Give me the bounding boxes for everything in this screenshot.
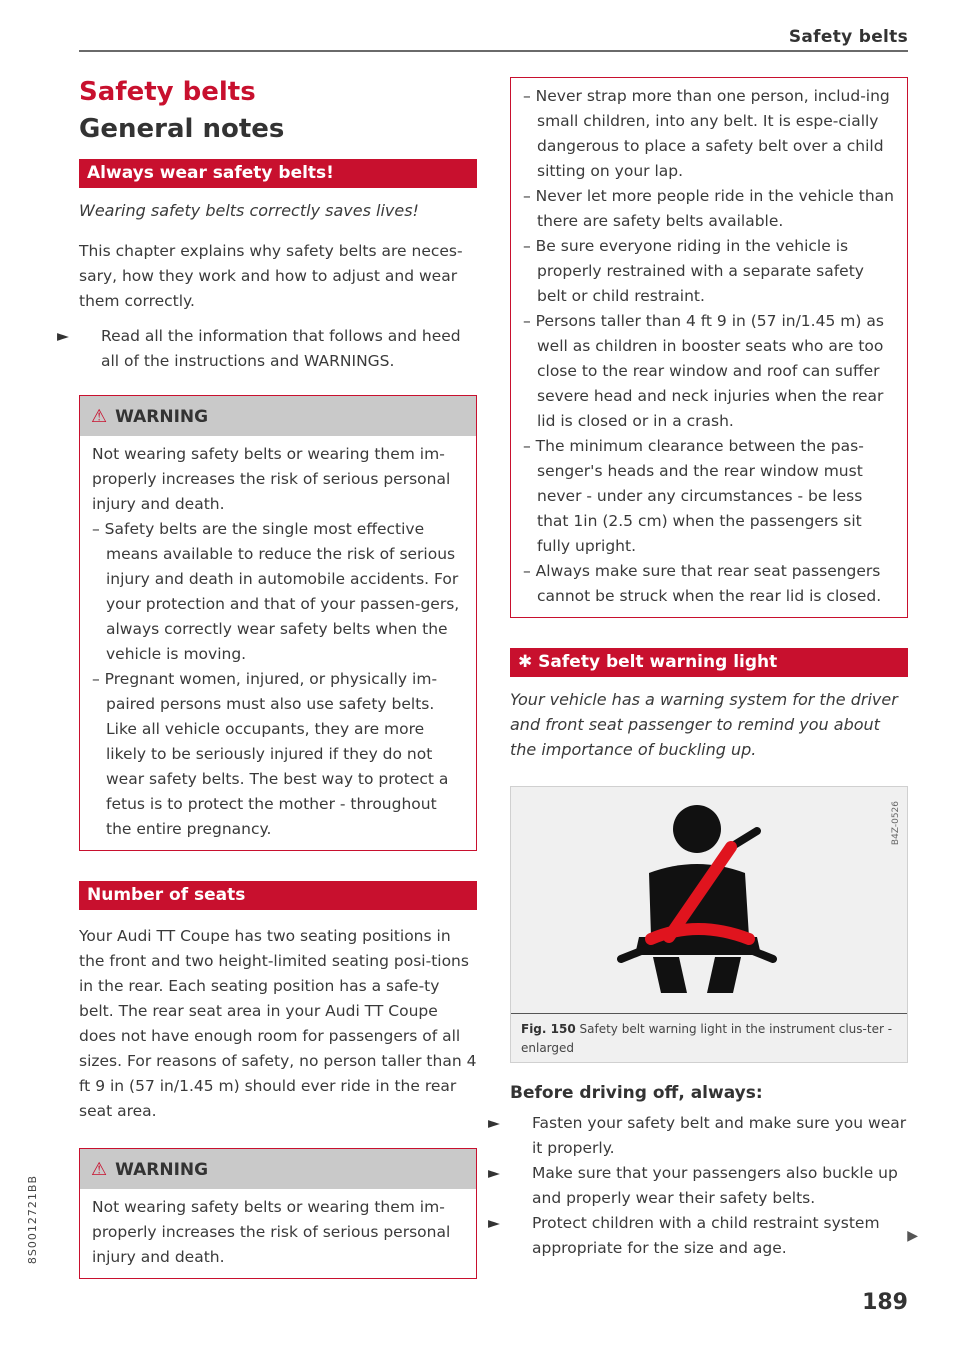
lead-text: Your vehicle has a warning system for the driver and front seat passenger to remind you about the importance of buckling up. — [510, 690, 898, 759]
chapter-title: Safety belts — [79, 77, 256, 107]
read-bullet-text: Read all the information that follows and heed all of the instructions and WARNINGS. — [101, 327, 461, 370]
figure-label: Fig. 150 — [521, 1022, 576, 1036]
warning-item: – Never strap more than one person, includ-ing small children, into any belt. It is espe-cially dangerous to place a safety belt over a child sitting on your lap. — [523, 87, 890, 180]
warning-item: – Always make sure that rear seat passengers cannot be struck when the rear lid is closed. — [523, 562, 882, 605]
bullet-text: Make sure that your passengers also buckle up and properly wear their safety belts. — [532, 1164, 898, 1207]
continue-arrow-icon: ▶ — [907, 1228, 918, 1244]
subheading: Before driving off, always: — [510, 1083, 763, 1103]
topic-bar-warning-light-label: Safety belt warning light — [538, 652, 778, 672]
page-number: 189 — [862, 1290, 908, 1315]
warning-body — [80, 436, 476, 850]
warning-box-2 — [79, 1148, 477, 1279]
read-bullet — [57, 324, 477, 374]
warning-item: – The minimum clearance between the pas-senger's heads and the rear window must never - under any circumstances - be less that 1in (2.5 cm) when the passengers sit fully upright. — [523, 437, 864, 555]
topic-bar-always-wear: Always wear safety belts! — [79, 159, 477, 188]
triangle-bullet-icon: ► — [57, 327, 69, 345]
warning-intro: Not wearing safety belts or wearing them im-properly increases the risk of serious personal injury and death. — [92, 445, 451, 513]
seatbelt-icon — [511, 787, 909, 1013]
running-header-title: Safety belts — [788, 27, 908, 47]
seats-paragraph: Your Audi TT Coupe has two seating positions in the front and two height-limited seating posi-tions in the rear. Each seating position has a safe-ty belt. The rear seat area in your Audi TT Coupe does not have enough room for passengers of all sizes. For reasons of safety, no person taller than 4 ft 9 in (57 in/1.45 m) should ever ride in the rear seat area. — [79, 927, 477, 1120]
warning-item: – Pregnant women, injured, or physically im-paired persons must also use safety belts. Like all vehicle occupants, they are more likely to be seriously injured if they do not wear safety belts. The best way to protect a fetus is to protect the mother - throughout the entire pregnancy. — [92, 670, 449, 838]
figure-150 — [510, 786, 908, 1063]
warning-box-1 — [79, 395, 477, 851]
warning-header — [80, 396, 476, 436]
warning-title: WARNING — [115, 1160, 209, 1180]
left-column — [57, 70, 477, 1279]
triangle-bullet-icon: ► — [488, 1164, 500, 1182]
lead-text: Wearing safety belts correctly saves lives! — [79, 201, 419, 220]
warning-item: – Be sure everyone riding in the vehicle is properly restrained with a separate safety belt or child restraint. — [523, 237, 864, 305]
seatbelt-icon: ✱ — [518, 652, 539, 672]
warning-triangle-icon: ⚠ — [91, 1159, 108, 1180]
bullet-item — [488, 1111, 908, 1161]
bullet-text: Protect children with a child restraint system appropriate for the size and age. — [532, 1214, 880, 1257]
section-title: General notes — [79, 114, 285, 144]
triangle-bullet-icon: ► — [488, 1114, 500, 1132]
topic-bar-seats: Number of seats — [79, 881, 477, 910]
figure-image — [511, 787, 907, 1014]
warning-triangle-icon: ⚠ — [91, 406, 108, 427]
warning-item: – Never let more people ride in the vehicle than there are safety belts available. — [523, 187, 894, 230]
warning-title: WARNING — [115, 407, 209, 427]
warning-intro: Not wearing safety belts or wearing them im-properly increases the risk of serious personal injury and death. — [92, 1198, 451, 1266]
bullet-item — [488, 1211, 908, 1261]
triangle-bullet-icon: ► — [488, 1214, 500, 1232]
warning-continuation-box — [510, 77, 908, 618]
bullet-item — [488, 1161, 908, 1211]
figure-code: B4Z-0526 — [891, 801, 901, 846]
header-rule — [79, 50, 908, 52]
topic-bar-warning-light — [510, 648, 908, 677]
warning-body — [80, 1189, 476, 1278]
intro-paragraph: This chapter explains why safety belts are neces-sary, how they work and how to adjust and wear them correctly. — [79, 242, 463, 310]
warning-item: – Persons taller than 4 ft 9 in (57 in/1.45 m) as well as children in booster seats who are too close to the rear window and roof can suffer severe head and neck injuries when the rear lid is closed or in a crash. — [523, 312, 884, 430]
figure-caption-text: Safety belt warning light in the instrument clus-ter - enlarged — [521, 1022, 893, 1055]
bullet-text: Fasten your safety belt and make sure you wear it properly. — [532, 1114, 907, 1157]
right-column — [488, 77, 908, 1261]
figure-caption — [511, 1014, 907, 1062]
document-code: 8S0012721BB — [26, 1175, 39, 1265]
warning-item: – Safety belts are the single most effective means available to reduce the risk of serious injury and death in automobile accidents. For your protection and that of your passen-gers, always correctly wear safety belts when the vehicle is moving. — [92, 520, 460, 663]
warning-header — [80, 1149, 476, 1189]
